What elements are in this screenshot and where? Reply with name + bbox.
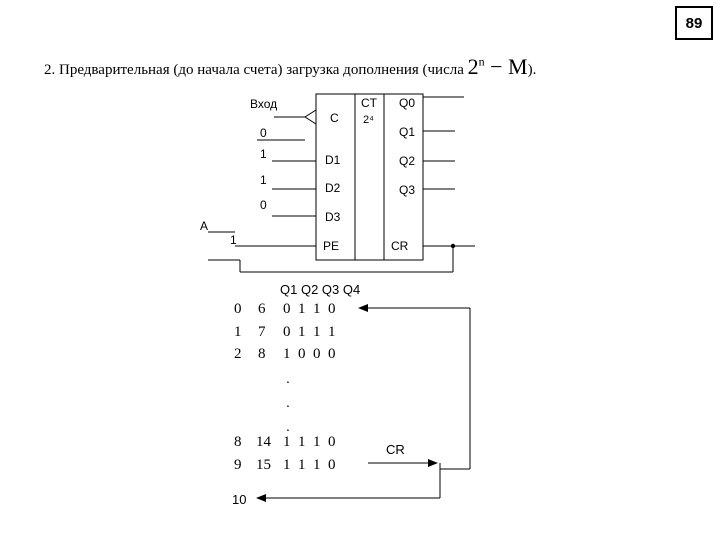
pin-d3: D3 xyxy=(325,210,341,224)
ellipsis-dot: . xyxy=(286,394,290,410)
one-label: 1 xyxy=(230,233,237,247)
page-number: 89 xyxy=(675,6,713,40)
counter-modulus: 2⁴ xyxy=(363,114,374,126)
table-header: Q1 Q2 Q3 Q4 xyxy=(280,282,361,297)
cr-label: CR xyxy=(386,442,405,457)
table-row-value: 7 xyxy=(258,324,266,340)
pin-q3: Q3 xyxy=(399,183,416,197)
clock-triangle xyxy=(305,110,316,124)
table-row-bits: 0 1 1 1 xyxy=(283,324,336,340)
pin-q0: Q0 xyxy=(399,96,416,110)
input-label: Вход xyxy=(250,97,278,111)
feedback-arrowhead xyxy=(358,304,368,312)
table-row-step: 1 xyxy=(234,324,242,340)
table-row-value: 15 xyxy=(256,457,271,473)
table-row-value: 14 xyxy=(256,434,271,450)
table-row-bits: 1 1 1 0 xyxy=(283,457,336,473)
pin-d1: D1 xyxy=(325,153,341,167)
formula-rest: − M xyxy=(484,54,528,79)
heading-closing: ). xyxy=(527,62,537,78)
table-row-step: 8 xyxy=(234,434,242,450)
final-arrowhead xyxy=(256,494,266,502)
table-row-step: 2 xyxy=(234,346,242,362)
final-step: 10 xyxy=(232,492,247,507)
table-row-bits: 0 1 1 0 xyxy=(283,301,336,317)
pin-cr: CR xyxy=(391,239,409,253)
a-label: A xyxy=(200,219,209,233)
data-input-0: 0 xyxy=(260,126,267,140)
ellipsis-dot: . xyxy=(286,370,290,386)
heading-text: 2. Предварительная (до начала счета) загрузка дополнения (числа xyxy=(44,62,464,78)
pin-pe: PE xyxy=(323,239,340,253)
ellipsis-dot: . xyxy=(286,418,290,434)
pin-d2: D2 xyxy=(325,181,341,195)
data-input-2: 1 xyxy=(260,173,267,187)
pin-q2: Q2 xyxy=(399,154,416,168)
table-row-value: 6 xyxy=(258,301,266,317)
table-row-step: 9 xyxy=(234,457,242,473)
formula-base: 2 xyxy=(467,54,479,79)
pin-c: C xyxy=(330,111,339,125)
data-input-1: 1 xyxy=(260,147,267,161)
table-row-bits: 1 1 1 0 xyxy=(283,434,336,450)
formula-exponent: n xyxy=(478,54,485,69)
table-row-step: 0 xyxy=(234,301,242,317)
table-row-bits: 1 0 0 0 xyxy=(283,346,336,362)
counter-title: CT xyxy=(361,96,377,110)
data-input-3: 0 xyxy=(260,198,267,212)
pin-q1: Q1 xyxy=(399,125,416,139)
cr-arrowhead xyxy=(428,459,438,467)
junction-dot xyxy=(451,244,455,248)
table-row-value: 8 xyxy=(258,346,266,362)
